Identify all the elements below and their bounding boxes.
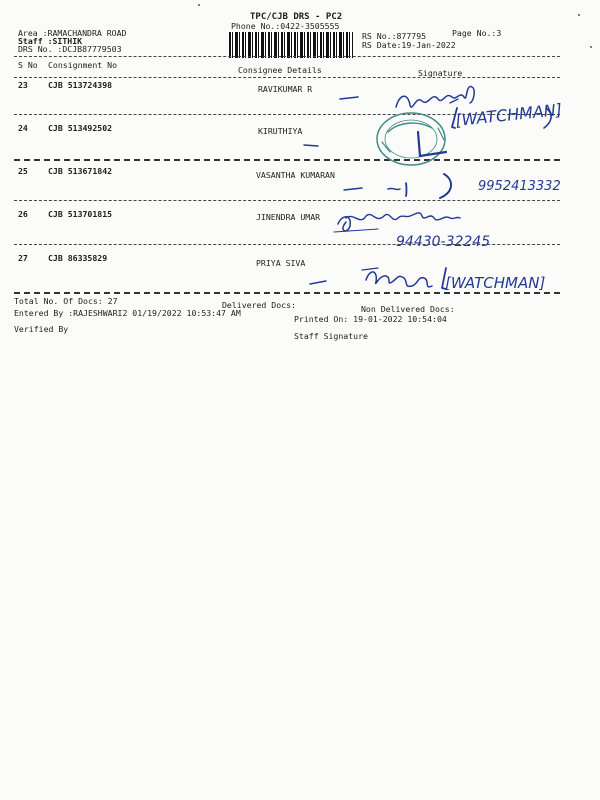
row-consignee: KIRUTHIYA bbox=[258, 126, 303, 136]
divider bbox=[14, 77, 560, 78]
drs-number: DRS No. :DCJB87779503 bbox=[18, 44, 122, 54]
signature-row-27 bbox=[300, 258, 562, 296]
signature-row-24 bbox=[300, 140, 340, 150]
area-label: Area :RAMACHANDRA ROAD bbox=[18, 28, 127, 38]
row-consignee: RAVIKUMAR R bbox=[258, 84, 313, 94]
phone-number: Phone No.:0422-3505555 bbox=[231, 21, 340, 31]
row-consignment: CJB 513701815 bbox=[48, 209, 113, 219]
staff-label: Staff :SITHIK bbox=[18, 36, 83, 46]
hospital-stamp bbox=[368, 108, 458, 174]
total-docs: Total No. Of Docs: 27 bbox=[14, 296, 118, 306]
scan-speck bbox=[198, 4, 200, 6]
row-sno: 24 bbox=[18, 123, 28, 133]
scan-speck bbox=[578, 14, 580, 16]
handwriting-phone-row26: 94430-32245 bbox=[396, 234, 491, 250]
row-consignment: CJB 86335829 bbox=[48, 253, 108, 263]
handwriting-watchman-row23: [WATCHMAN] bbox=[454, 99, 563, 130]
non-delivered-docs: Non Delivered Docs: bbox=[361, 304, 455, 314]
staff-signature-label: Staff Signature bbox=[294, 331, 368, 341]
rs-number: RS No.:877795 bbox=[362, 31, 427, 41]
printed-on: Printed On: 19-01-2022 10:54:04 bbox=[294, 314, 447, 324]
row-consignee: VASANTHA KUMARAN bbox=[256, 170, 335, 180]
rs-date: RS Date:19-Jan-2022 bbox=[362, 40, 456, 50]
col-sno: S No bbox=[18, 60, 38, 70]
col-consignment: Consignment No bbox=[48, 60, 118, 70]
verified-by: Verified By bbox=[14, 324, 69, 334]
row-sno: 23 bbox=[18, 80, 28, 90]
delivered-docs: Delivered Docs: bbox=[222, 300, 296, 310]
row-sno: 26 bbox=[18, 209, 28, 219]
report-title: TPC/CJB DRS - PC2 bbox=[250, 12, 343, 22]
scan-speck bbox=[590, 46, 592, 48]
row-sno: 25 bbox=[18, 166, 28, 176]
row-consignee: JINENDRA UMAR bbox=[256, 212, 321, 222]
barcode bbox=[229, 32, 353, 58]
row-consignment: CJB 513492502 bbox=[48, 123, 113, 133]
col-consignee: Consignee Details bbox=[238, 65, 322, 75]
divider bbox=[14, 159, 560, 161]
row-consignment: CJB 513724398 bbox=[48, 80, 113, 90]
row-sno: 27 bbox=[18, 253, 28, 263]
row-consignment: CJB 513671842 bbox=[48, 166, 113, 176]
divider bbox=[14, 56, 560, 57]
signature-row-25 bbox=[340, 170, 580, 204]
handwriting-watchman-row27: [WATCHMAN] bbox=[445, 274, 546, 292]
page-number: Page No.:3 bbox=[452, 28, 502, 38]
row-consignee: PRIYA SIVA bbox=[256, 258, 306, 268]
entered-by: Entered By :RAJESHWARI2 01/19/2022 10:53:47 AM bbox=[14, 308, 241, 318]
col-signature: Signature bbox=[418, 68, 463, 78]
handwriting-phone-row25: 9952413332 bbox=[478, 179, 561, 194]
signature-row-26 bbox=[320, 206, 570, 252]
